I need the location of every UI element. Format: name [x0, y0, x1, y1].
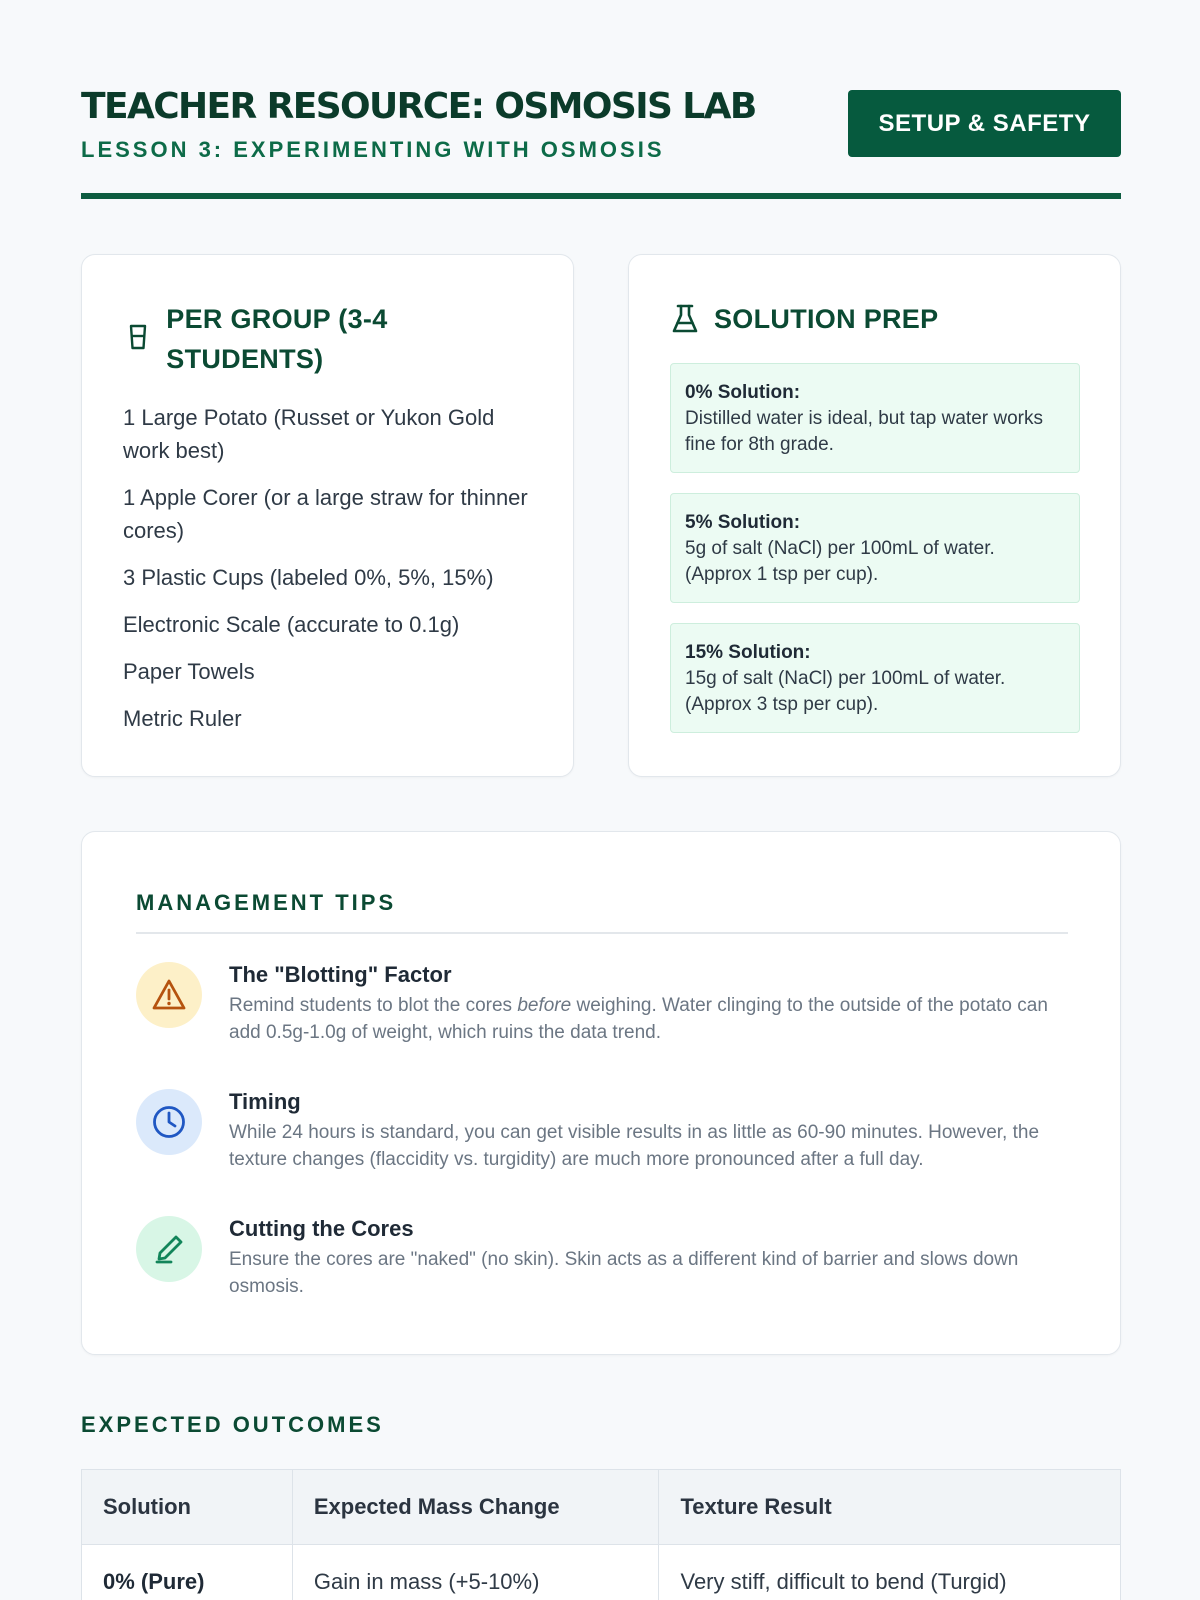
tip-text-part: weighing. Water clinging to the outside of the potato can add 0.5g-1.0g of weight, which ruins the data trend.: [229, 995, 1048, 1043]
management-tips-card: [81, 831, 1121, 1355]
materials-card: [81, 254, 574, 777]
tip-title: Timing: [229, 1089, 301, 1114]
solution-title: 0% Solution:: [685, 382, 801, 403]
solution-15-box: [670, 623, 1080, 733]
list-item: 1 Apple Corer (or a large straw for thinner cores): [123, 485, 528, 543]
tip-blotting: [136, 962, 1068, 1072]
column-header: Texture Result: [659, 1470, 1121, 1545]
materials-heading: PER GROUP (3-4 STUDENTS): [166, 304, 388, 374]
outcomes-table: [81, 1469, 1121, 1600]
list-item: Paper Towels: [123, 659, 255, 684]
tip-timing: [136, 1089, 1068, 1199]
list-item: 3 Plastic Cups (labeled 0%, 5%, 15%): [123, 565, 494, 590]
clock-icon: [136, 1089, 202, 1155]
cup-icon: [123, 319, 152, 355]
flask-icon: [670, 301, 700, 337]
tip-cutting: [136, 1216, 1068, 1326]
table-header-row: [82, 1470, 1121, 1545]
column-header: Expected Mass Change: [292, 1470, 659, 1545]
list-item: 1 Large Potato (Russet or Yukon Gold work best): [123, 405, 495, 463]
tips-divider: [136, 932, 1068, 934]
table-cell: 0% (Pure): [82, 1545, 293, 1600]
solution-prep-card: [628, 254, 1121, 777]
column-header: Solution: [82, 1470, 293, 1545]
solution-5-box: [670, 493, 1080, 603]
solution-desc: 15g of salt (NaCl) per 100mL of water. (Approx 3 tsp per cup).: [685, 668, 1006, 715]
page-title: TEACHER RESOURCE: OSMOSIS LAB: [81, 86, 756, 127]
solution-title: 15% Solution:: [685, 642, 811, 663]
setup-safety-badge: SETUP & SAFETY: [848, 90, 1121, 157]
materials-list: [123, 401, 543, 749]
list-item: Electronic Scale (accurate to 0.1g): [123, 612, 460, 637]
table-cell: Gain in mass (+5-10%): [292, 1545, 659, 1600]
table-cell: Very stiff, difficult to bend (Turgid): [659, 1545, 1121, 1600]
header: [81, 0, 1121, 200]
solution-0-box: [670, 363, 1080, 473]
materials-header: [123, 299, 543, 379]
solution-desc: 5g of salt (NaCl) per 100mL of water. (Approx 1 tsp per cup).: [685, 538, 995, 585]
solution-desc: Distilled water is ideal, but tap water works fine for 8th grade.: [685, 408, 1043, 455]
tip-text-part: Remind students to blot the cores: [229, 995, 518, 1016]
tip-text-emphasis: before: [517, 995, 572, 1016]
solution-header: [670, 299, 938, 339]
tip-text: [229, 992, 1074, 1046]
tip-title: Cutting the Cores: [229, 1216, 414, 1241]
solution-heading: SOLUTION PREP: [714, 304, 939, 334]
lesson-subtitle: LESSON 3: EXPERIMENTING WITH OSMOSIS: [81, 137, 665, 162]
tips-heading: MANAGEMENT TIPS: [136, 890, 397, 915]
outcomes-heading: EXPECTED OUTCOMES: [81, 1412, 384, 1437]
tip-text: Ensure the cores are "naked" (no skin). Skin acts as a different kind of barrier and slows down osmosis.: [229, 1249, 1019, 1297]
table-row: [82, 1545, 1121, 1600]
list-item: Metric Ruler: [123, 706, 242, 731]
tip-text: While 24 hours is standard, you can get visible results in as little as 60-90 minutes. However, the texture changes (flaccidity vs. turgidity) are much more pronounced after a full day.: [229, 1122, 1040, 1170]
knife-icon: [136, 1216, 202, 1282]
solution-title: 5% Solution:: [685, 512, 801, 533]
header-divider: [81, 193, 1121, 199]
page: [81, 0, 1121, 1594]
tip-title: The "Blotting" Factor: [229, 962, 452, 987]
warning-icon: [136, 962, 202, 1028]
